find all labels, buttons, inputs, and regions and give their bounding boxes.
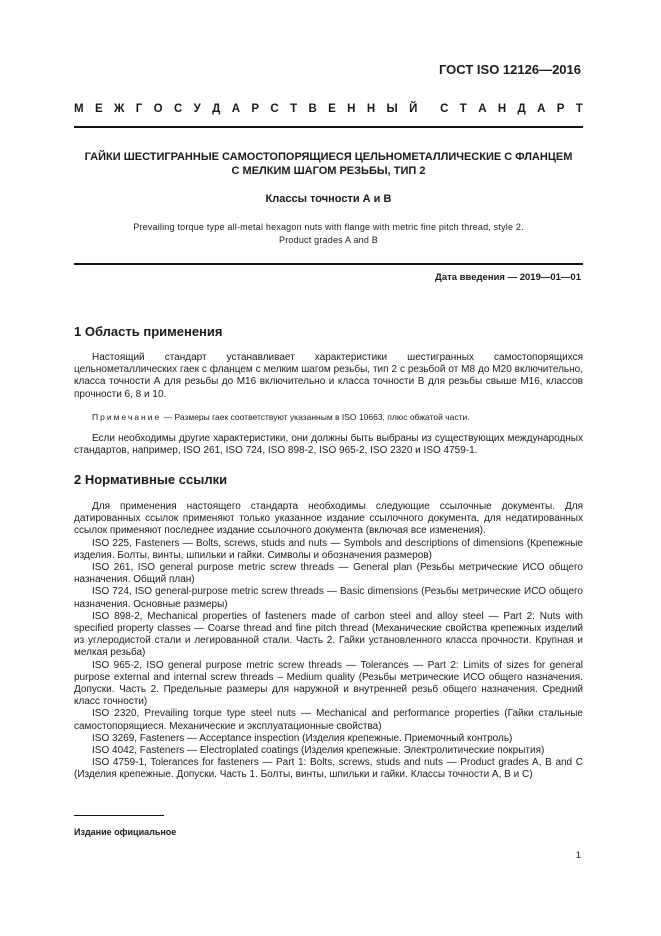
footer-rule [74, 815, 164, 816]
section-2-heading: 2 Нормативные ссылки [74, 472, 228, 487]
reference-item: ISO 965-2, ISO general purpose metric screw threads — Tolerances — Part 2: Limits of sizes for general purpose external and internal screw threads – Medium quality (Резьбы метрические ИСО общего назначения. Допуски. Часть 2. Предельные размеры для наружной и внутренней резьб общего назначения. Средний класс точности) [74, 659, 583, 708]
reference-item: ISO 261, ISO general purpose metric screw threads — General plan (Резьбы метрические ИСО общего назначения. Общий план) [74, 562, 583, 586]
note-label: Примечание [92, 411, 162, 422]
interstate-letter: С [440, 103, 449, 115]
reference-item: ISO 898-2, Mechanical properties of fasteners made of carbon steel and alloy steel — Part 2: Nuts with specified property classes — Coarse thread and fine pitch thread (Механические свойства крепежных изделий из углеродистой стали и легированной стали. Часть 2. Гайки установленного класса прочности. Крупная и мелкая резьба) [74, 610, 583, 659]
interstate-letter: С [270, 103, 279, 115]
header-rule [74, 126, 583, 128]
interstate-letter: Н [347, 103, 356, 115]
section-2-body [74, 501, 583, 782]
interstate-letter: Ж [113, 103, 125, 115]
title-line-1: ГАЙКИ ШЕСТИГРАННЫЕ САМОСТОПОРЯЩИЕСЯ ЦЕЛЬНОМЕТАЛЛИЧЕСКИЕ С ФЛАНЦЕМ [84, 151, 573, 163]
reference-item: ISO 2320, Prevailing torque type steel nuts — Mechanical and performance properties (Гайки стальные самостопорящиеся. Механические и эксплуатационные свойства) [74, 708, 583, 732]
interstate-letter: А [478, 103, 487, 115]
reference-item: ISO 4042, Fasteners — Electroplated coatings (Изделия крепежные. Электролитические покрытия) [92, 745, 545, 757]
interstate-letter: Р [251, 103, 260, 115]
section-1-heading: 1 Область применения [74, 324, 223, 339]
interstate-letter: Р [556, 103, 565, 115]
interstate-letter: А [231, 103, 241, 115]
note-text: — Размеры гаек соответствуют указанным в ISO 10663, плюс обжатой части. [163, 411, 470, 422]
interstate-letter: Т [459, 103, 467, 115]
english-title-line-2: Product grades A and B [279, 235, 378, 245]
title-line-2: С МЕЛКИМ ШАГОМ РЕЗЬБЫ, ТИП 2 [231, 165, 426, 177]
english-title [74, 221, 583, 247]
reference-item: ISO 225, Fasteners — Bolts, screws, studs and nuts — Symbols and descriptions of dimensions (Крепежные изделия. Болты, винты, шпильки и гайки. Символы и обозначения размеров) [74, 537, 583, 561]
official-edition-label: Издание официальное [74, 827, 177, 837]
section-1-body [74, 352, 583, 457]
interstate-letter: У [193, 103, 201, 115]
interstate-letter: Д [212, 103, 221, 115]
interstate-letter: Г [135, 103, 143, 115]
interstate-standard-heading [74, 103, 583, 115]
interstate-letter: О [153, 103, 163, 115]
interstate-letter: Т [575, 103, 583, 115]
interstate-letter: Н [497, 103, 507, 115]
section-1-paragraph: Настоящий стандарт устанавливает характеристики шестигранных самостопорящихся цельнометаллических гаек с фланцем с мелким шагом резьбы, тип 2 с резьбой от М8 до М20 включительно, класса точности А для резьбы до М16 включительно и класса точности В для резьбы свыше М16, классов прочности 6, 8 и 10. [74, 352, 583, 400]
standard-code: ГОСТ ISO 12126—2016 [438, 62, 581, 77]
interstate-letter: А [537, 103, 546, 115]
reference-item: ISO 4759-1, Tolerances for fasteners — Part 1: Bolts, screws, studs and nuts — Product grades A, B and C (Изделия крепежные. Допуски. Часть 1. Болты, винты, шпильки и гайки. Классы точности А, В и С) [74, 757, 583, 781]
reference-item: ISO 724, ISO general-purpose metric screw threads — Basic dimensions (Резьбы метрические ИСО общего назначения. Основные размеры) [74, 586, 583, 610]
section-2-intro-paragraph: Для применения настоящего стандарта необходимы следующие ссылочные документы. Для датированных ссылок применяют только указанное издание ссылочного документа, для недатированных ссылок применяют последнее издание ссылочного документа (включая все изменения). [74, 501, 583, 537]
interstate-letter: Е [328, 103, 336, 115]
interstate-letter: Д [517, 103, 526, 115]
interstate-letter: В [308, 103, 317, 115]
page-number: 1 [575, 850, 581, 861]
title-rule [74, 263, 583, 265]
interstate-letter: Е [94, 103, 103, 115]
interstate-letter: Н [366, 103, 376, 115]
interstate-letter: Ы [386, 103, 398, 115]
interstate-letter: С [173, 103, 183, 115]
interstate-letter: Т [290, 103, 298, 115]
interstate-letter: М [74, 103, 84, 115]
note [74, 411, 583, 423]
interstate-letter: Й [409, 103, 418, 115]
introduction-date: Дата введения — 2019—01—01 [435, 272, 581, 283]
section-1-paragraph: Если необходимы другие характеристики, они должны быть выбраны из существующих международных стандартов, например, ISO 261, ISO 724, ISO 898-2, ISO 965-2, ISO 2320 и ISO 4759-1. [74, 433, 583, 457]
reference-item: ISO 3269, Fasteners — Acceptance inspection (Изделия крепежные. Приемочный контроль) [92, 732, 513, 744]
english-title-line-1: Prevailing torque type all-metal hexagon nuts with flange with metric fine pitch thread, style 2. [133, 222, 524, 232]
document-title [74, 150, 583, 178]
title-subtitle: Классы точности А и В [265, 193, 392, 205]
